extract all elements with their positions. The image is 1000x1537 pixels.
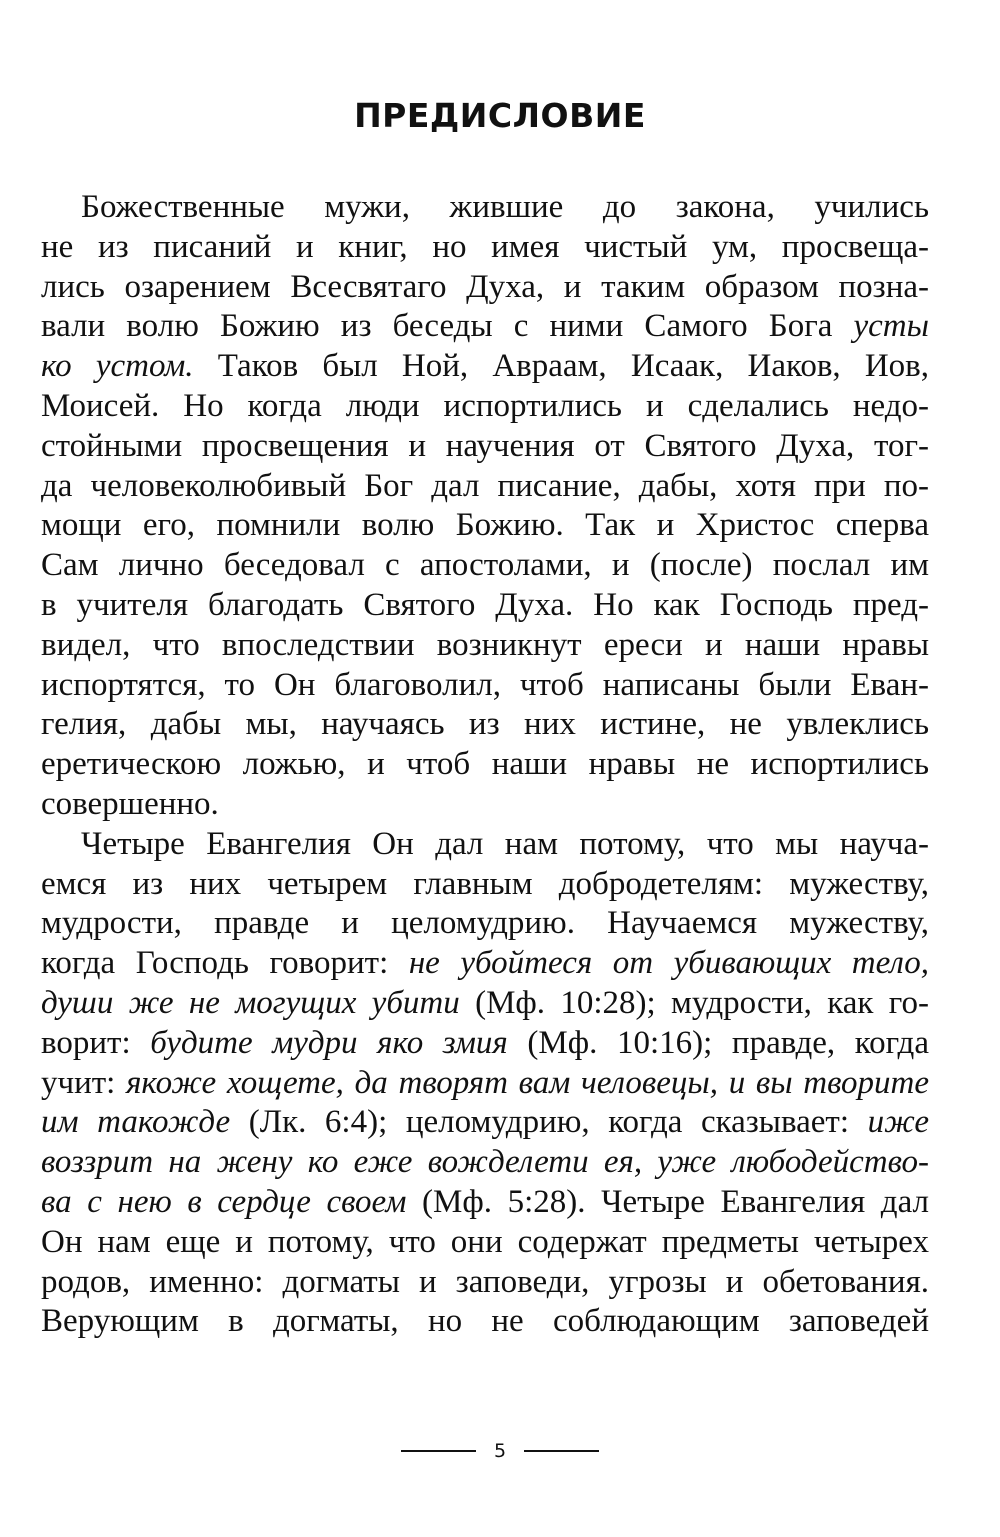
text-line <box>41 904 929 944</box>
italic-quote-segment: воззрит на жену ко еже вожделети ея, уже любодейство- <box>41 1144 929 1181</box>
text-segment: учит: <box>41 1064 127 1101</box>
text-line <box>41 1024 929 1064</box>
text-segment: Таков был Ной, Авраам, Исаак, Иаков, Иов, <box>193 348 929 385</box>
text-segment: Верующим в догматы, но не соблюдающим заповедей <box>41 1303 929 1340</box>
text-line <box>41 347 929 387</box>
italic-quote-segment: им такожде <box>41 1104 231 1141</box>
text-segment: да человеколюбивый Бог дал писание, дабы, хотя при по- <box>41 467 929 504</box>
text-segment: мудрости, правде и целомудрию. Научаемся мужеству, <box>41 905 929 942</box>
footer-rule-left <box>401 1450 476 1452</box>
text-segment: мощи его, помнили волю Божию. Так и Христос сперва <box>41 507 929 544</box>
text-segment: (Мф. 10:28); мудрости, как го- <box>459 984 929 1021</box>
text-segment: видел, что впоследствии возникнут ереси и наши нравы <box>41 626 929 663</box>
text-segment: лись озарением Всесвятаго Духа, и таким образом позна- <box>41 268 929 305</box>
text-segment: Моисей. Но когда люди испортились и сделались недо- <box>41 387 929 424</box>
text-line <box>41 506 929 546</box>
text-line <box>41 626 929 666</box>
text-segment: родов, именно: догматы и заповеди, угрозы и обетования. <box>41 1263 929 1300</box>
text-line <box>41 1064 929 1104</box>
text-segment: (Лк. 6:4); целомудрию, когда сказывает: <box>230 1104 868 1141</box>
text-line <box>41 188 929 228</box>
text-segment: в учителя благодать Святого Духа. Но как Господь пред- <box>41 586 929 623</box>
text-line <box>41 984 929 1024</box>
page-footer <box>0 1440 1000 1462</box>
text-segment: испортятся, то Он благоволил, чтоб написаны были Еван- <box>41 666 929 703</box>
page-number: 5 <box>493 1440 507 1462</box>
text-segment: не из писаний и книг, но имея чистый ум, просвеща- <box>41 228 929 265</box>
text-line <box>41 825 929 865</box>
text-segment: совершенно. <box>41 785 219 822</box>
text-segment: Четыре Евангелия Он дал нам потому, что мы научa- <box>81 825 929 862</box>
italic-quote-segment: ва с нею в сердце своем <box>41 1183 407 1220</box>
text-line <box>41 1183 929 1223</box>
text-line <box>41 1302 929 1342</box>
italic-quote-segment: души же не могущих убити <box>41 984 460 1021</box>
text-line <box>41 546 929 586</box>
text-line <box>41 307 929 347</box>
text-segment: стойными просвещения и научения от Святого Духа, тог- <box>41 427 929 464</box>
text-line <box>41 1223 929 1263</box>
italic-quote-segment: усты <box>853 308 929 345</box>
text-line <box>41 1103 929 1143</box>
page-title: ПРЕДИСЛОВИЕ <box>354 96 646 135</box>
text-line <box>41 944 929 984</box>
text-line <box>41 745 929 785</box>
text-segment: емся из них четырем главным добродетелям: мужеству, <box>41 865 929 902</box>
text-line <box>41 467 929 507</box>
text-line <box>41 586 929 626</box>
italic-quote-segment: ко устом. <box>41 348 194 385</box>
italic-quote-segment: якоже хощете, да творят вам человецы, и вы творите <box>126 1064 929 1101</box>
text-segment: Божественные мужи, жившие до закона, учились <box>81 189 929 225</box>
italic-quote-segment: не убойтеся от убивающих тело, <box>408 945 930 982</box>
text-segment: вали волю Божию из беседы с ними Самого Бога <box>41 308 854 345</box>
text-line <box>41 666 929 706</box>
text-segment: Он нам еще и потому, что они содержат предметы четырех <box>41 1223 929 1260</box>
text-segment: (Мф. 5:28). Четыре Евангелия дал <box>406 1183 929 1220</box>
text-segment: ворит: <box>41 1024 151 1061</box>
text-line <box>41 865 929 905</box>
italic-quote-segment: будите мудри яко змия <box>150 1024 508 1061</box>
text-segment: когда Господь говорит: <box>41 945 409 982</box>
text-line <box>41 228 929 268</box>
text-line <box>41 705 929 745</box>
text-segment: Сам лично беседовал с апостолами, и (после) послал им <box>41 547 929 584</box>
text-line <box>41 1263 929 1303</box>
body-text <box>41 188 929 1342</box>
italic-quote-segment: иже <box>867 1104 929 1141</box>
footer-rule-right <box>524 1450 599 1452</box>
text-segment: еретическою ложью, и чтоб наши нравы не испортились <box>41 746 929 783</box>
text-line <box>41 387 929 427</box>
text-line <box>41 785 929 825</box>
text-line <box>41 268 929 308</box>
text-segment: (Мф. 10:16); правде, когда <box>507 1024 929 1061</box>
text-line <box>41 1143 929 1183</box>
text-line <box>41 427 929 467</box>
text-segment: гелия, дабы мы, научаясь из них истине, не увлеклись <box>41 706 929 743</box>
